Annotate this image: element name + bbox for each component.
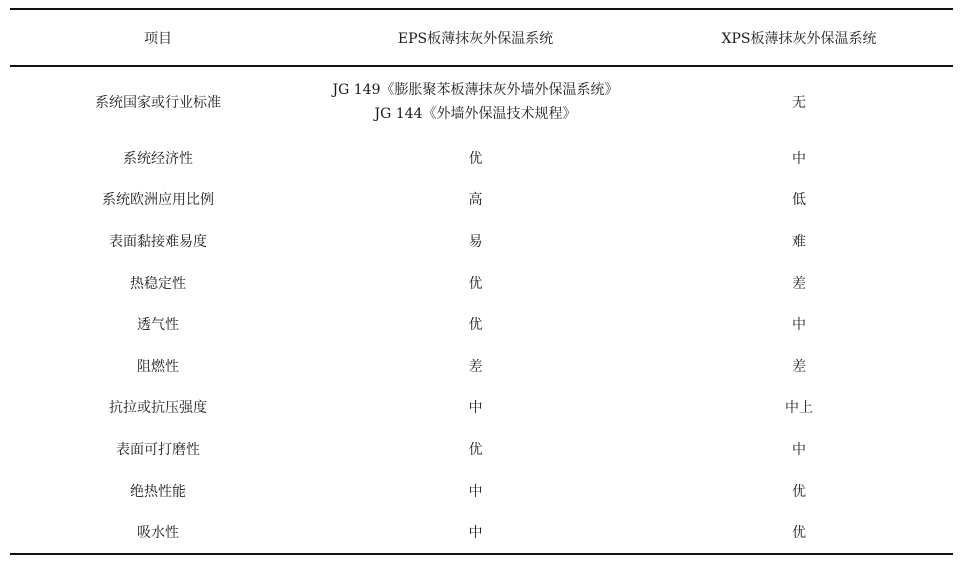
comparison-table	[10, 8, 953, 555]
header-eps: EPS板薄抹灰外保温系统	[397, 30, 554, 47]
table-row	[10, 345, 953, 387]
row-eps: 易	[468, 233, 483, 250]
row-item: 表面黏接难易度	[109, 233, 207, 250]
table-header-row	[10, 9, 953, 66]
row-item: 热稳定性	[130, 275, 186, 292]
table-row	[10, 428, 953, 470]
table-row	[10, 511, 953, 554]
table-row	[10, 66, 953, 137]
row-eps: 中	[468, 400, 483, 417]
row-item: 系统欧洲应用比例	[102, 192, 214, 209]
table-row	[10, 262, 953, 304]
row-eps: 中	[468, 525, 483, 542]
row-eps: 优	[468, 275, 483, 292]
header-xps: XPS板薄抹灰外保温系统	[721, 30, 877, 47]
row-xps: 无	[792, 95, 806, 111]
row-xps: 差	[792, 358, 806, 375]
eps-standard-line-1: JG 149《膨胀聚苯板薄抹灰外墙外保温系统》	[332, 82, 619, 98]
table-row	[10, 303, 953, 345]
table-row	[10, 387, 953, 429]
row-item: 阻燃性	[137, 358, 179, 375]
row-item: 表面可打磨性	[116, 441, 200, 458]
row-eps: 高	[468, 192, 483, 209]
row-xps: 中上	[785, 400, 813, 417]
table-row	[10, 220, 953, 262]
row-item: 抗拉或抗压强度	[109, 400, 207, 417]
row-xps: 优	[792, 483, 806, 500]
row-item: 吸水性	[137, 525, 179, 542]
table-row	[10, 470, 953, 512]
row-xps: 差	[792, 275, 806, 292]
header-item: 项目	[144, 30, 172, 47]
row-eps: 差	[468, 358, 483, 375]
row-item: 系统国家或行业标准	[95, 95, 221, 111]
row-xps: 中	[792, 150, 806, 167]
row-item: 绝热性能	[130, 483, 186, 500]
eps-standard-line-2: JG 144《外墙外保温技术规程》	[374, 106, 577, 122]
row-xps: 中	[792, 317, 806, 334]
row-eps: 中	[468, 483, 483, 500]
row-item: 透气性	[137, 317, 179, 334]
row-xps: 中	[792, 441, 806, 458]
row-eps: 优	[468, 150, 483, 167]
row-eps: 优	[468, 317, 483, 334]
row-item: 系统经济性	[123, 150, 193, 167]
row-xps: 难	[792, 233, 806, 250]
comparison-table-container	[10, 8, 953, 555]
row-eps	[306, 66, 645, 137]
row-xps: 优	[792, 525, 806, 542]
row-eps: 优	[468, 441, 483, 458]
table-row	[10, 179, 953, 221]
table-row	[10, 137, 953, 179]
row-xps: 低	[792, 192, 806, 209]
